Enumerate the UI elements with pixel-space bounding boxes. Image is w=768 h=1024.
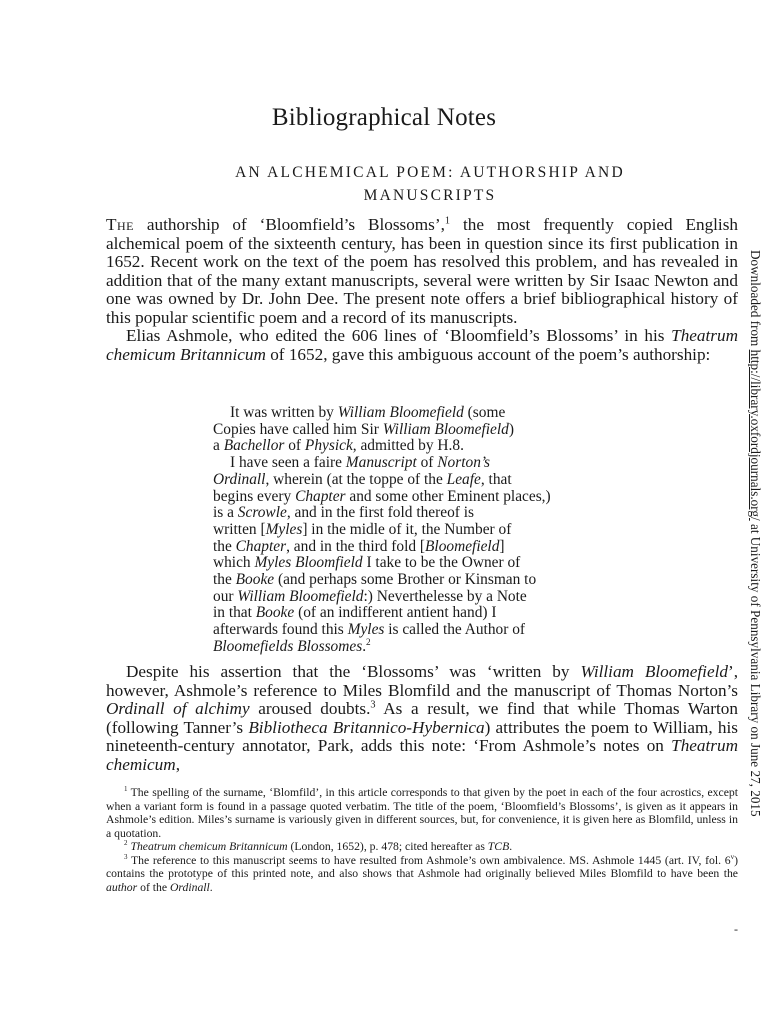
quote-line: [213, 405, 633, 422]
italic-text: William Bloomefield: [337, 404, 464, 421]
main-paragraphs: [106, 663, 738, 774]
italic-text: Chapter: [295, 487, 346, 505]
paragraph-3: [106, 663, 738, 774]
text-run: written [: [213, 520, 266, 538]
drop-lead-word: The: [106, 215, 134, 234]
page-title: Bibliographical Notes: [271, 104, 497, 131]
text-run: aroused doubts.: [249, 699, 371, 718]
text-run: As a result, we find that while Thomas Warton (following Tanner’s: [106, 699, 738, 737]
text-run: , and in the third fold [: [286, 537, 426, 555]
italic-text: Theatrum chemicum: [106, 736, 738, 774]
text-run: :) Neverthelesse by a Note: [363, 587, 527, 605]
quote-line: [213, 589, 633, 606]
paragraph-2: [106, 327, 738, 364]
text-run: ): [508, 420, 514, 438]
text-run: of: [416, 454, 438, 472]
text-run: (and perhaps some Brother or Kinsman to: [274, 571, 537, 589]
paragraph-2-italic: Theatrum chemicum Britannicum: [106, 326, 738, 364]
footnote-3: [106, 854, 738, 895]
quote-line: [213, 555, 633, 572]
text-run: , admitted by H.8.: [352, 437, 464, 455]
italic-text: Norton’s: [437, 454, 491, 472]
italic-text: Booke: [255, 604, 295, 622]
text-run: I have seen a faire: [230, 454, 346, 472]
text-run: begins every: [213, 487, 296, 505]
italic-text: Bloomefield: [425, 537, 500, 555]
footnotes: [106, 786, 738, 894]
intro-paragraphs: [106, 216, 738, 364]
text-run: and some other Eminent places,): [345, 487, 551, 505]
italic-text: Ordinall of alchimy: [106, 699, 250, 718]
italic-text: Myles: [265, 520, 303, 538]
italic-text: Scrowle: [237, 504, 287, 522]
paragraph-1: [106, 216, 738, 327]
text-run: ) attributes the poem to William, his nineteenth-century annotator, Park, adds this note: ‘From Ashmole’s notes on: [106, 717, 738, 755]
text-run: our: [213, 587, 238, 605]
italic-text: Ordinall: [169, 880, 210, 894]
italic-text: Theatrum chemicum Britannicum: [130, 840, 288, 853]
italic-text: Physick: [304, 437, 353, 455]
download-notice-prefix: Downloaded from: [748, 250, 763, 350]
download-notice-suffix: at University of Pennsylvania Library on June 27, 2015: [748, 520, 763, 817]
text-run: afterwards found this: [213, 621, 348, 639]
text-run: the: [213, 537, 236, 555]
download-watermark: [743, 250, 763, 817]
quote-line: [213, 605, 633, 622]
text-run: Copies have called him Sir: [213, 420, 383, 438]
text-run: .: [209, 880, 213, 894]
quote-line: [213, 572, 633, 589]
italic-text: TCB: [487, 840, 510, 853]
text-run: It was written by: [230, 404, 338, 421]
quote-line: [213, 489, 633, 506]
text-run: I take to be the Owner of: [362, 554, 521, 572]
block-quote: [213, 405, 633, 656]
text-run: The spelling of the surname, ‘Blomfild’, in this article corresponds to that given by the poet in each of the four acrostics, except when a variant form is found in a passage quoted verbatim. The title of the poem, ‘Bloomfield’s Blossoms’, is given as it appears in Ashmole’s edition. Miles’s surname is variously given in different sources, but, for convenience, it is given here as Blomfild, unless in a quotation.: [106, 786, 738, 840]
italic-text: Manuscript: [345, 454, 417, 472]
text-run: .: [509, 840, 513, 853]
text-run: ]: [499, 537, 505, 555]
footnote-1: [106, 786, 738, 840]
italic-text: William Bloomefield: [382, 420, 509, 438]
quote-line: [213, 522, 633, 539]
text-run: .: [362, 637, 367, 655]
italic-text: William Bloomefield: [237, 587, 364, 605]
text-run: , that: [480, 470, 512, 488]
italic-text: Leafe: [446, 470, 481, 488]
footnote-ref[interactable]: 1: [124, 785, 128, 794]
text-run: Despite his assertion that the ‘Blossoms’ was ‘written by: [126, 662, 581, 681]
italic-text: Booke: [235, 571, 275, 589]
italic-text: author: [106, 880, 138, 894]
text-run: of: [284, 437, 305, 455]
footnote-ref[interactable]: 2: [366, 636, 371, 647]
text-run: , wherein (at the toppe of the: [265, 470, 447, 488]
text-run: in that: [213, 604, 256, 622]
text-run: (of an indifferent antient hand) I: [294, 604, 497, 622]
text-run: of the: [137, 880, 170, 894]
text-run: (some: [463, 404, 506, 421]
italic-text: Ordinall: [213, 470, 266, 488]
footnote-ref[interactable]: v: [730, 852, 735, 861]
quote-line: [213, 422, 633, 439]
page-mark: -: [734, 922, 738, 936]
quote-line: [213, 539, 633, 556]
download-notice: [747, 250, 763, 817]
text-run: is called the Author of: [384, 621, 526, 639]
text-run: the: [213, 571, 236, 589]
italic-text: William Bloomefield: [580, 662, 728, 681]
text-run: is a: [213, 504, 238, 522]
quote-line: [213, 455, 633, 472]
paragraph-2-text-b: of 1652, gave this ambiguous account of the poem’s authorship:: [265, 344, 711, 364]
journal-link[interactable]: http://library.oxfordjournals.org/: [748, 349, 763, 521]
footnote-ref[interactable]: 3: [124, 852, 128, 861]
quote-line: [213, 622, 633, 639]
article-title-line-2: MANUSCRIPTS: [363, 187, 497, 204]
italic-text: Bibliotheca Britannico-Hybernica: [248, 717, 485, 737]
italic-text: Myles: [347, 621, 385, 639]
italic-text: Bachellor: [223, 437, 285, 455]
quote-line: [213, 636, 633, 656]
paragraph-1-text-b: the most frequently copied English alchemical poem of the sixteenth century, has been in question since its first publication in 1652. Recent work on the text of the poem has resolved this problem, and has revealed in addition that of the many extant manuscripts, several were written by Sir Isaac Newton and one was owned by Dr. John Dee. The present note offers a brief bibliographical history of this popular scientific poem and a record of its manuscripts.: [106, 215, 738, 327]
quote-line: [213, 505, 633, 522]
article-title-line-1: AN ALCHEMICAL POEM: AUTHORSHIP AND: [235, 164, 625, 181]
footnote-ref[interactable]: 3: [370, 699, 376, 711]
text-run: ,: [175, 754, 180, 774]
paragraph-1-text-a: authorship of ‘Bloomfield’s Blossoms’,: [134, 215, 445, 234]
italic-text: Myles Bloomfield: [254, 554, 363, 572]
quote-line: [213, 438, 633, 455]
footnote-2: [106, 840, 738, 854]
text-run: ) contains the prototype of this printed note, and also shows that Ashmole had originally believed Miles Blomfild to have been the: [106, 853, 738, 880]
text-run: ] in the midle of it, the Number of: [302, 520, 512, 538]
text-run: ’, however, Ashmole’s reference to Miles Blomfild and the manuscript of Thomas Norton’s: [106, 662, 738, 700]
italic-text: Chapter: [235, 537, 287, 555]
text-run: a: [213, 437, 224, 455]
text-run: , and in the first fold thereof is: [286, 504, 475, 522]
paragraph-2-text-a: Elias Ashmole, who edited the 606 lines of ‘Bloomfield’s Blossoms’ in his: [126, 326, 672, 345]
text-run: which: [213, 554, 255, 572]
footnote-ref[interactable]: 2: [124, 839, 128, 848]
text-run: (London, 1652), p. 478; cited hereafter as: [287, 840, 488, 853]
article-title: [160, 161, 700, 207]
footnote-ref-1[interactable]: 1: [444, 215, 451, 227]
italic-text: Bloomefields Blossomes: [213, 637, 363, 655]
quote-line: [213, 472, 633, 489]
text-run: The reference to this manuscript seems to have resulted from Ashmole’s own ambivalence. MS. Ashmole 1445 (art. IV, fol. 6: [127, 853, 731, 867]
